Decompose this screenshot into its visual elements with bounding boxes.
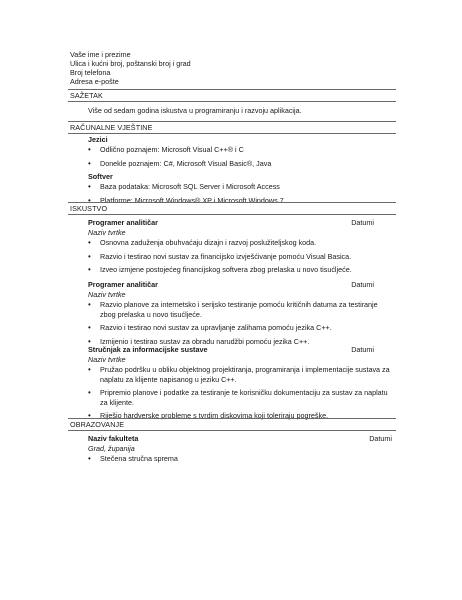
job-entry [88, 345, 394, 425]
education-list [88, 454, 394, 464]
list-item: • Izmijenio i testirao sustav za obradu narudžbi pomoću jezika C++. [88, 337, 394, 347]
contact-address: Ulica i kućni broj, poštanski broj i grad [70, 59, 191, 68]
skills-group-title: Softver [88, 172, 113, 181]
education-entry [88, 434, 394, 468]
job-entry [88, 218, 394, 279]
job-entry [88, 280, 394, 350]
contact-phone: Broj telefona [70, 68, 111, 77]
section-heading-skills: RAČUNALNE VJEŠTINE [68, 121, 396, 134]
education-date: Datumi [369, 434, 392, 443]
list-item: • Odlično poznajem: Microsoft Visual C++® i C [88, 145, 394, 155]
job-date: Datumi [351, 345, 374, 354]
school-location: Grad, županija [88, 444, 135, 453]
list-item: • Platforme: Microsoft Windows® XP i Microsoft Windows 7 [88, 196, 394, 206]
job-title: Programer analitičar [88, 218, 158, 227]
list-item: • Pružao podršku u obliku objektnog projektiranja, programiranja i implementacije sustava za naplatu za klijente napisanog u jeziku C++. [88, 365, 394, 384]
list-item: • Baza podataka: Microsoft SQL Server i Microsoft Access [88, 182, 394, 192]
job-date: Datumi [351, 280, 374, 289]
list-item: • Razvio planove za internetsko i serijsko testiranje pomoću kritičnih datuma za testiranje zbog prelaska u novo tisućljeće. [88, 300, 394, 319]
job-title: Stručnjak za informacijske sustave [88, 345, 208, 354]
list-item: • Donekle poznajem: C#, Microsoft Visual Basic®, Java [88, 159, 394, 169]
contact-email: Adresa e-pošte [70, 77, 119, 86]
list-item: • Riješio hardverske probleme s tvrdim diskovima koji toleriraju pogreške. [88, 411, 394, 421]
list-item: • Stečena stručna sprema [88, 454, 394, 464]
job-header [88, 345, 394, 355]
skills-block [88, 135, 394, 209]
company-name: Naziv tvrtke [88, 228, 126, 237]
skills-group-title: Jezici [88, 135, 108, 144]
job-header [88, 218, 394, 228]
job-header [88, 280, 394, 290]
summary-text: Više od sedam godina iskustva u programiranju i razvoju aplikacija. [88, 106, 302, 115]
job-date: Datumi [351, 218, 374, 227]
job-title: Programer analitičar [88, 280, 158, 289]
education-header [88, 434, 394, 444]
company-name: Naziv tvrtke [88, 355, 126, 364]
list-item: • Pripremio planove i podatke za testiranje te korisničku dokumentaciju za sustav za naplatu za klijente. [88, 388, 394, 407]
school-name: Naziv fakulteta [88, 434, 139, 443]
job-duties [88, 238, 394, 275]
contact-name: Vaše ime i prezime [70, 50, 131, 59]
section-heading-education: OBRAZOVANJE [68, 418, 396, 431]
company-name: Naziv tvrtke [88, 290, 126, 299]
job-duties [88, 300, 394, 346]
skills-list-languages [88, 145, 394, 168]
section-heading-summary: SAŽETAK [68, 89, 396, 102]
list-item: • Razvio i testirao novi sustav za financijsko izvješćivanje pomoću Visual Basica. [88, 252, 394, 262]
job-duties [88, 365, 394, 421]
contact-block [70, 50, 191, 86]
section-heading-experience: ISKUSTVO [68, 202, 396, 215]
list-item: • Osnovna zaduženja obuhvaćaju dizajn i razvoj poslužiteljskog koda. [88, 238, 394, 248]
list-item: • Razvio i testirao novi sustav za upravljanje zalihama pomoću jezika C++. [88, 323, 394, 333]
list-item: • Izveo izmjene postojećeg financijskog softvera zbog prelaska u novo tisućljeće. [88, 265, 394, 275]
